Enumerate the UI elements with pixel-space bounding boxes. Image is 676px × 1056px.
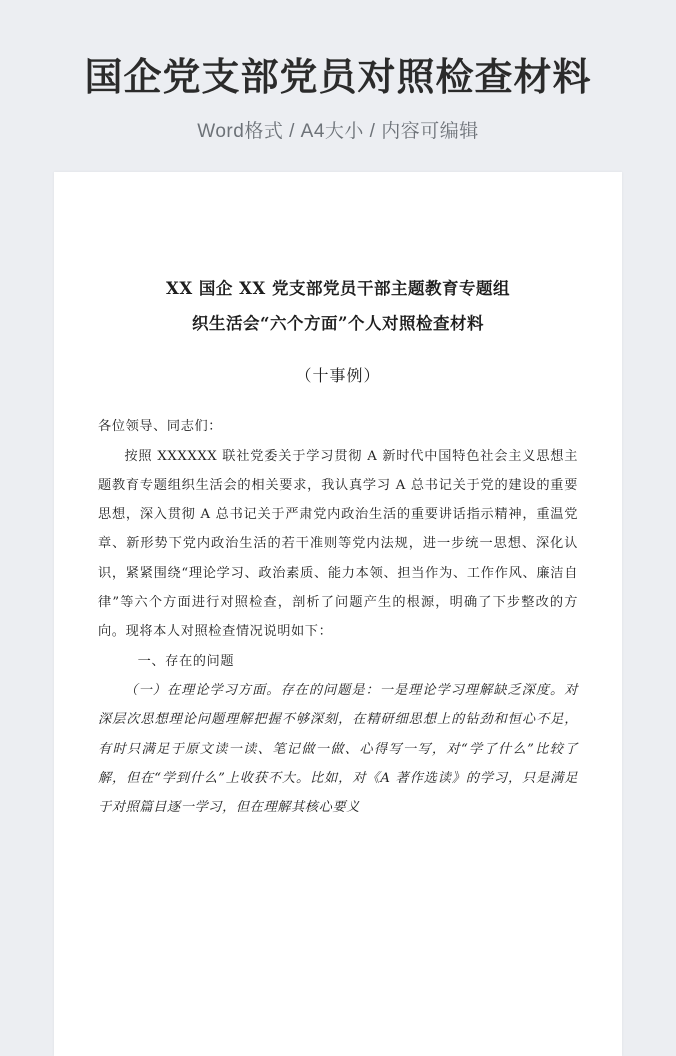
- document-title-line-1: XX 国企 XX 党支部党员干部主题教育专题组: [166, 279, 510, 298]
- salutation: 各位领导、同志们：: [98, 419, 223, 435]
- page-title: 国企党支部党员对照检查材料: [84, 57, 592, 99]
- body-paragraph-1: 按照 XXXXXX 联社党委关于学习贯彻 A 新时代中国特色社会主义思想主题教育专题组织生活会的相关要求，我认真学习 A 总书记关于党的建设的重要思想，深入贯彻 A 总书记关于严肃党内政治生活的重要讲话指示精神，重温党章、新形势下党内政治生活的若干准则等党内法规，进一步统一思想、深化认识，紧紧围绕“理论学习、政治素质、能力本领、担当作为、工作作风、廉洁自律”等六个方面进行对照检查，剖析了问题产生的根源，明确了下步整改的方向。现将本人对照检查情况说明如下：: [98, 448, 578, 640]
- document-subtitle: （十事例）: [295, 366, 381, 386]
- banner: [0, 0, 676, 143]
- document-sheet[interactable]: [54, 172, 622, 1056]
- section-heading-1: 一、存在的问题: [137, 653, 235, 669]
- document-title: [98, 272, 578, 341]
- body-paragraph-2: （一）在理论学习方面。存在的问题是：一是理论学习理解缺乏深度。对深层次思想理论问题理解把握不够深刻，在精研细思想上的钻劲和恒心不足，有时只满足于原文读一读、笔记做一做、心得写一写，对“学了什么”比较了解，但在“学到什么”上收获不大。比如，对《A 著作选读》的学习，只是满足于对照篇目逐一学习，但在理解其核心要义: [98, 682, 578, 816]
- document-content: [54, 172, 622, 822]
- document-body: [98, 412, 578, 822]
- document-title-line-2: 织生活会“六个方面”个人对照检查材料: [192, 313, 484, 333]
- page-subtitle: Word格式 / A4大小 / 内容可编辑: [197, 120, 479, 142]
